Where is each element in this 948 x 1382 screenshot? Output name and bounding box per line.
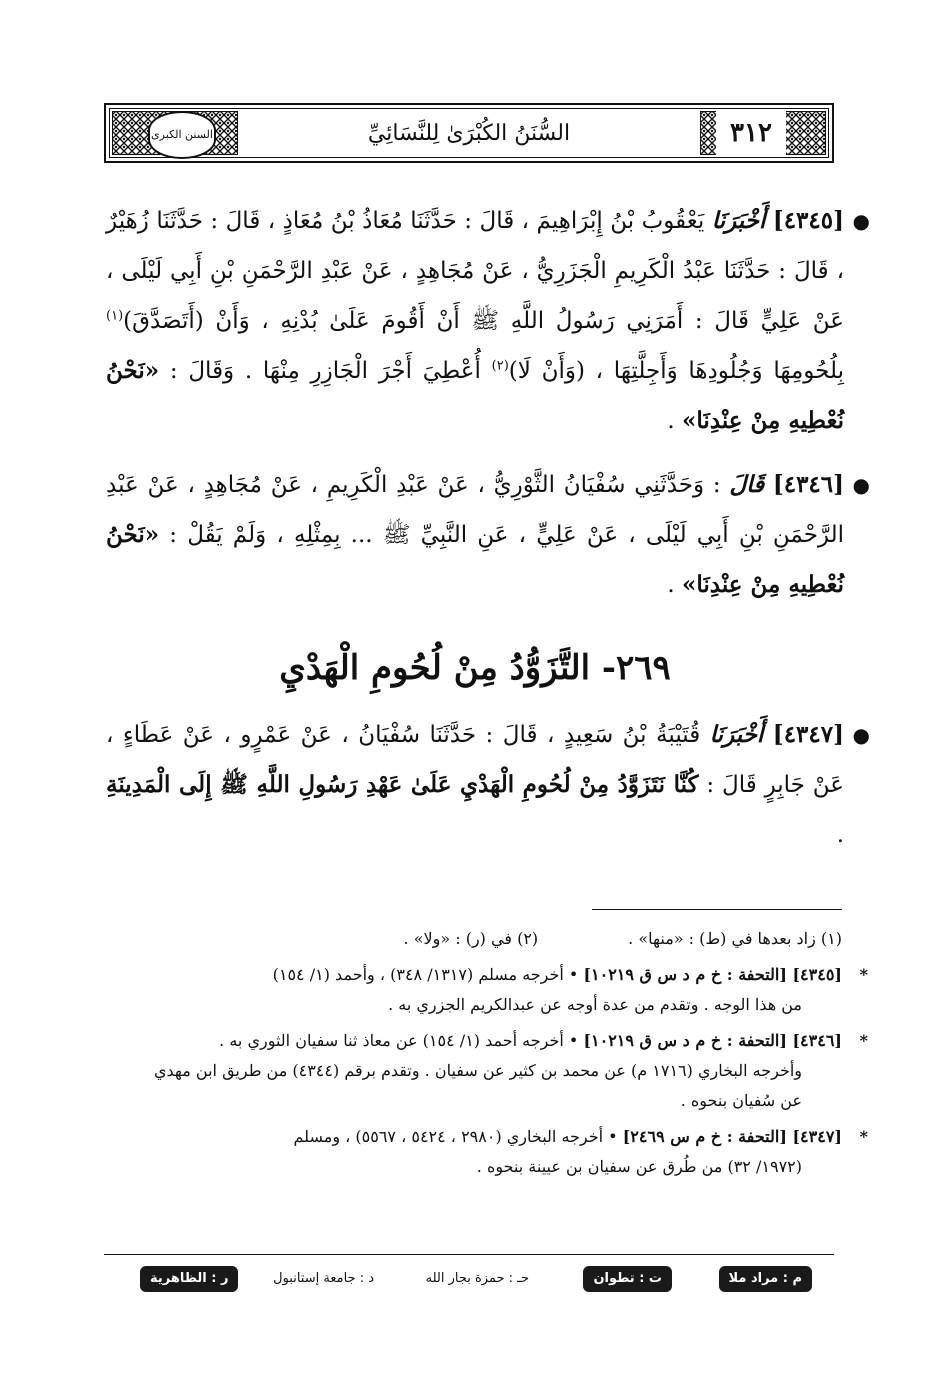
hadith-4347 <box>106 710 870 860</box>
sentence-end: . <box>836 822 844 848</box>
hadith-text: أُعْطِيَ أَجْرَ الْجَازِرِ مِنْهَا . وَقَالَ : <box>169 358 481 384</box>
page-header <box>104 103 834 163</box>
siglum-tetouan: ت : تطوان <box>583 1266 672 1292</box>
quoted-saying: كُنَّا نَتَزَوَّدُ مِنْ لُحُومِ الْهَدْيِ عَلَىٰ عَهْدِ رَسُولِ اللَّهِ ﷺ إِلَى الْمَدِينَةِ <box>106 771 699 798</box>
hadith-number: [٤٣٤٥] <box>772 207 845 234</box>
sentence-end: . <box>667 572 675 598</box>
takhrij-body: • أخرجه أحمد (١/ ١٥٤) عن معاذ ثنا سفيان الثوري به . <box>219 1031 579 1050</box>
siglum-murad-molla: م : مراد ملا <box>719 1266 813 1292</box>
footnote-variants <box>134 924 842 954</box>
footnote-2: (٢) في (ر) : «ولا» . <box>403 929 539 948</box>
hadith-text: : وَحَدَّثَنِي سُفْيَانُ الثَّوْرِيُّ ، عَنْ عَبْدِ الْكَرِيمِ ، عَنْ مُجَاهِدٍ ، عَنْ عَبْدِ الرَّحْمَنِ بْنِ أَبِي لَيْلَى ، عَنْ عَلِيٍّ ، عَنِ النَّبِيِّ ﷺ ... بِمِثْلِهِ ، وَلَمْ يَقُلْ : <box>106 472 845 548</box>
hadith-number: [٤٣٤٦] <box>772 471 845 498</box>
hadith-number: [٤٣٤٧] <box>772 721 844 748</box>
footnotes <box>134 924 868 1182</box>
bullet-icon: ● <box>852 723 870 747</box>
akhbarana-word: أَخْبَرَنَا <box>709 721 764 748</box>
takhrij-continuation: (١٩٧٢/ ٣٢) من طُرق عن سفيان بن عيينة بنحوه . <box>476 1157 802 1176</box>
siglum-hamza: حـ : حمزة بجار الله <box>425 1271 529 1286</box>
bullet-icon: ● <box>852 209 870 233</box>
bullet-icon: ● <box>852 473 870 497</box>
page-number: ٣١٢ <box>716 111 786 155</box>
hadith-4345 <box>106 196 870 446</box>
sentence-end: . <box>667 408 675 434</box>
hadith-text: بِلُحُومِهَا وَجُلُودِهَا وَأَجِلَّتِهَا ، (وَأَنْ لَا) <box>508 358 845 384</box>
akhbarana-word: أَخْبَرَنَا <box>711 207 766 234</box>
main-text <box>106 196 870 860</box>
manuscript-sigla-bar <box>104 1262 834 1296</box>
takhrij-note <box>134 1122 868 1182</box>
book-emblem: السنن الكبرى <box>148 111 216 159</box>
book-title: السُّنَنُ الكُبْرَىٰ لِلنَّسَائِيِّ <box>367 120 571 146</box>
takhrij-head: [٤٣٤٥] [التحفة : خ م د س ق ١٠٢١٩] <box>583 965 842 984</box>
footnote-divider <box>592 909 842 910</box>
chapter-heading: ٢٦٩- التَّزَوُّدُ مِنْ لُحُومِ الْهَدْيِ <box>279 648 671 688</box>
takhrij-body: • أخرجه مسلم (١٣١٧/ ٣٤٨) ، وأحمد (١/ ١٥٤) <box>272 965 579 984</box>
footnote-1: (١) زاد بعدها في (ط) : «منها» . <box>628 929 842 948</box>
star-icon: * <box>859 1031 868 1050</box>
hadith-text: قُتَيْبَةُ بْنُ سَعِيدٍ ، قَالَ : حَدَّثَنَا سُفْيَانُ ، عَنْ عَمْرٍو ، عَنْ عَطَاءٍ ، عَنْ جَابِرٍ قَالَ : <box>106 722 844 798</box>
quoted-saying: «نَحْنُ نُعْطِيهِ مِنْ عِنْدِنَا» <box>106 357 844 434</box>
hadith-4346 <box>106 460 870 610</box>
siglum-istanbul: د : جامعة إستانبول <box>273 1271 374 1286</box>
star-icon: * <box>859 965 868 984</box>
star-icon: * <box>859 1127 868 1146</box>
takhrij-body: • أخرجه البخاري (٢٩٨٠ ، ٥٤٢٤ ، ٥٥٦٧) ، ومسلم <box>293 1127 618 1146</box>
quoted-saying: «نَحْنُ نُعْطِيهِ مِنْ عِنْدِنَا» <box>106 521 844 598</box>
hadith-text: يَعْقُوبُ بْنُ إِبْرَاهِيمَ ، قَالَ : حَدَّثَنَا مُعَاذُ بْنُ مُعَاذٍ ، قَالَ : حَدَّثَنَا زُهَيْرٌ ، قَالَ : حَدَّثَنَا عَبْدُ الْكَرِيمِ الْجَزَرِيُّ ، عَنْ مُجَاهِدٍ ، عَنْ عَبْدِ الرَّحْمَنِ بْنِ أَبِي لَيْلَى ، عَنْ عَلِيٍّ قَالَ : أَمَرَنِي رَسُولُ اللَّهِ ﷺ أَنْ أَقُومَ عَلَىٰ بُدْنِهِ ، وَأَنْ (أَتَصَدَّقَ) <box>106 208 844 334</box>
qal-word: قَالَ <box>729 471 765 498</box>
takhrij-continuation: من هذا الوجه . وتقدم من عدة أوجه عن عبدالكريم الجزري به . <box>388 995 802 1014</box>
siglum-zahiriyya: ر : الظاهرية <box>140 1266 238 1292</box>
footnote-ref-1: (١) <box>106 308 124 324</box>
takhrij-continuation: وأخرجه البخاري (١٧١٦ م) عن محمد بن كثير عن سفيان . وتقدم برقم (٤٣٤٤) من طريق ابن مهدي عن سُفيان بنحوه . <box>153 1061 802 1110</box>
takhrij-head: [٤٣٤٧] [التحفة : خ م س ٢٤٦٩] <box>622 1127 842 1146</box>
takhrij-head: [٤٣٤٦] [التحفة : خ م د س ق ١٠٢١٩] <box>583 1031 842 1050</box>
takhrij-note <box>134 960 868 1020</box>
bottom-divider <box>104 1254 834 1255</box>
takhrij-note <box>134 1026 868 1116</box>
footnote-ref-2: (٢) <box>491 358 509 374</box>
